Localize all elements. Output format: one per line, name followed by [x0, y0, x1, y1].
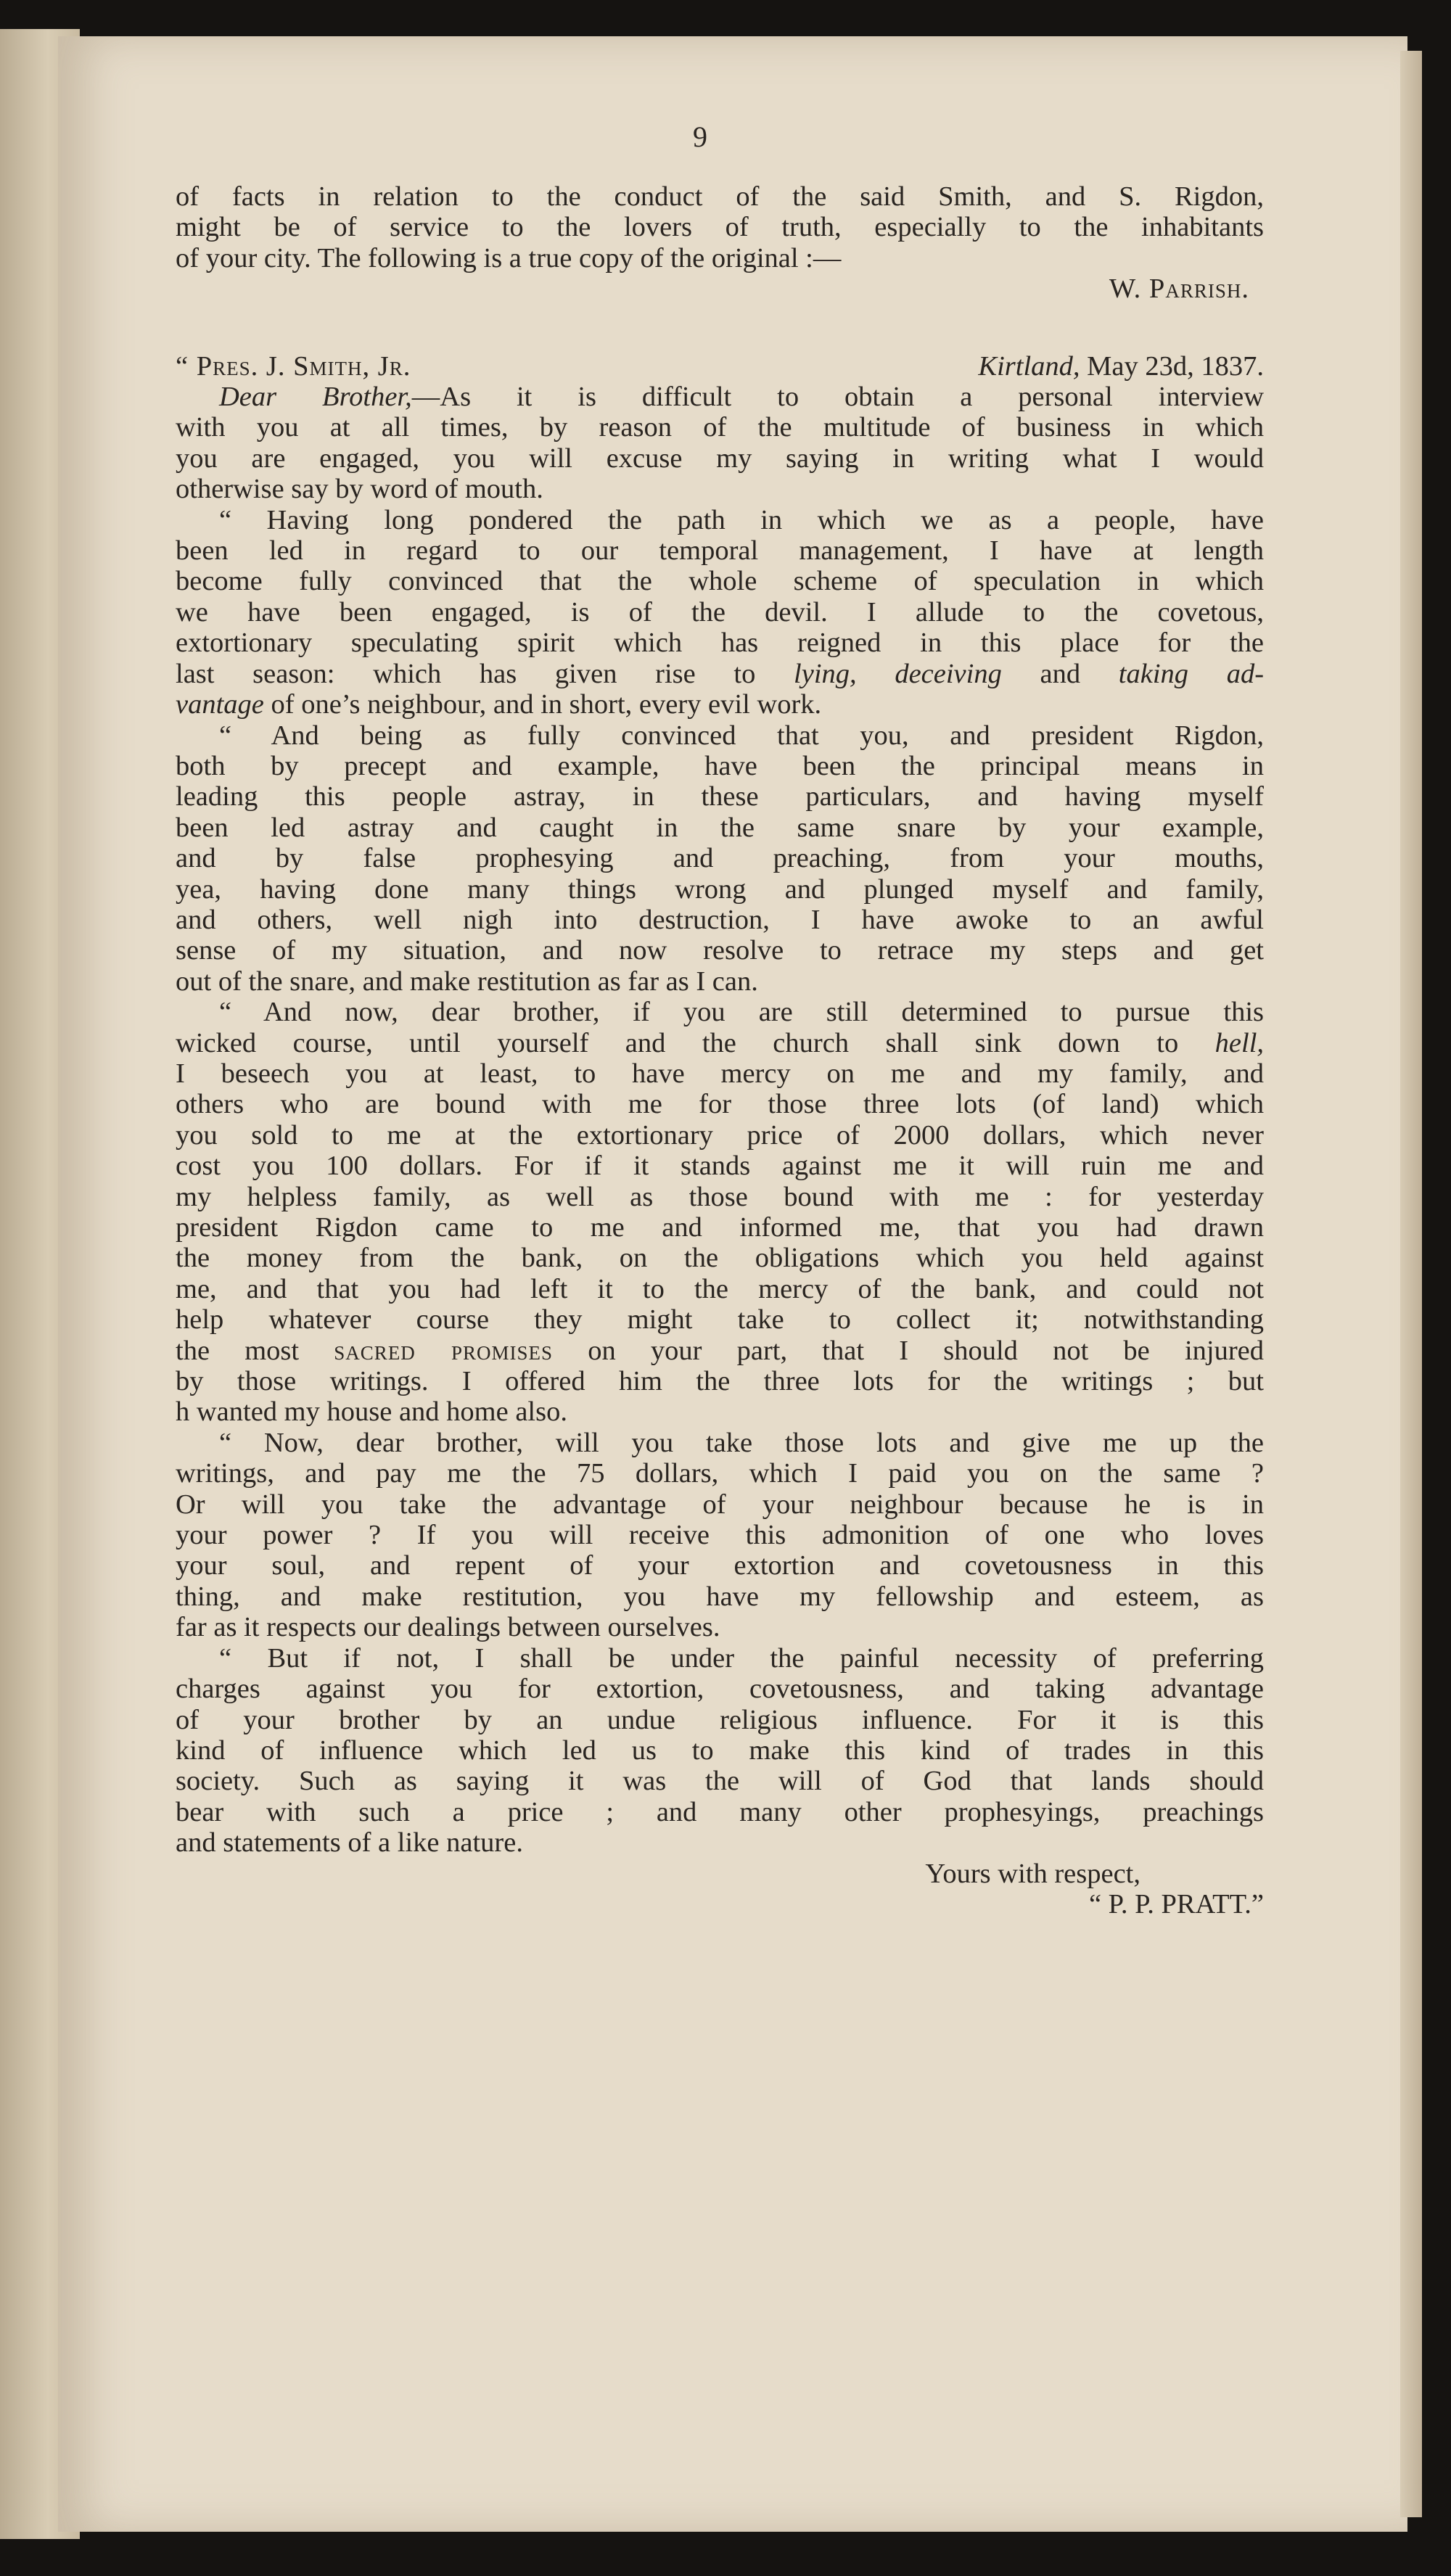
text-line: you sold to me at the extortionary price of 2000 dollars, which never	[176, 1119, 1264, 1151]
text-span: the most	[176, 1335, 300, 1366]
text-line: “ And being as fully convinced that you, and president Rigdon,	[219, 720, 1264, 751]
text-span: —As it is difficult to obtain a personal interview	[411, 382, 1264, 413]
letter-heading	[176, 351, 1264, 382]
text-line: far as it respects our dealings between ourselves.	[176, 1612, 720, 1643]
text-line: bear with such a price ; and many other prophesyings, preachings	[176, 1796, 1264, 1827]
text-line: kind of influence which led us to make this kind of trades in this	[176, 1735, 1264, 1766]
paragraph-5	[176, 1428, 1264, 1643]
intro-signature: W. Parrish.	[1109, 273, 1249, 305]
text-span: last season: which has given rise to	[176, 658, 756, 689]
text-span: of one’s neighbour, and in short, every evil work.	[271, 689, 822, 720]
italic-text: vantage	[176, 689, 264, 720]
text-line: otherwise say by word of mouth.	[176, 474, 543, 505]
text-line: of your city. The following is a true copy of the original :—	[176, 242, 842, 273]
text-line: “ Now, dear brother, will you take those lots and give me up the	[219, 1427, 1264, 1458]
text-line	[176, 659, 1264, 689]
page-fore-edge	[1400, 51, 1422, 2517]
text-line: of facts in relation to the conduct of the said Smith, and S. Rigdon,	[176, 181, 1264, 212]
text-line: become fully convinced that the whole scheme of speculation in which	[176, 566, 1264, 597]
text-line: your soul, and repent of your extortion and covetousness in this	[176, 1550, 1264, 1581]
text-line	[176, 689, 1264, 720]
text-line: Or will you take the advantage of your neighbour because he is in	[176, 1489, 1264, 1520]
italic-text: lying, deceiving	[794, 658, 1002, 689]
text-line: my helpless family, as well as those bound with me : for yesterday	[176, 1181, 1264, 1212]
paragraph-4	[176, 997, 1264, 1428]
text-line	[176, 382, 1264, 412]
text-line: yea, having done many things wrong and plunged myself and family,	[176, 873, 1264, 905]
text-line: “ Having long pondered the path in which we as a people, have	[219, 504, 1264, 535]
text-line: “ But if not, I shall be under the painful necessity of preferring	[219, 1642, 1264, 1674]
text-line: writings, and pay me the 75 dollars, which I paid you on the same ?	[176, 1458, 1264, 1489]
text-line: you are engaged, you will excuse my saying in writing what I would	[176, 443, 1264, 474]
text-line: me, and that you had left it to the mercy of the bank, and could not	[176, 1273, 1264, 1304]
text-line: by those writings. I offered him the three lots for the writings ; but	[176, 1366, 1264, 1397]
text-line: extortionary speculating spirit which has reigned in this place for the	[176, 627, 1264, 659]
text-line	[176, 1336, 1264, 1366]
addressee: “ Pres. J. Smith, Jr.	[176, 350, 411, 382]
text-line: “ And now, dear brother, if you are still determined to pursue this	[219, 997, 1264, 1028]
text-line: been led astray and caught in the same snare by your example,	[176, 812, 1264, 843]
date-place: Kirtland,	[978, 350, 1080, 382]
small-caps-text: sacred promises	[334, 1335, 554, 1366]
intro-paragraph	[176, 181, 1264, 273]
text-span: on your part, that I should not be injured	[588, 1335, 1265, 1366]
italic-text: taking ad-	[1118, 658, 1265, 689]
paragraph-6	[176, 1643, 1264, 1859]
text-line: leading this people astray, in these particulars, and having myself	[176, 781, 1264, 812]
text-line: been led in regard to our temporal management, I have at length	[176, 535, 1264, 567]
letter-closing: Yours with respect,	[925, 1858, 1140, 1889]
text-line: I beseech you at least, to have mercy on me and my family, and	[176, 1058, 1264, 1089]
paragraph-2	[176, 505, 1264, 720]
text-line: the money from the bank, on the obligations which you held against	[176, 1243, 1264, 1274]
text-line: sense of my situation, and now resolve to retrace my steps and get	[176, 935, 1264, 966]
text-line: others who are bound with me for those three lots (of land) which	[176, 1089, 1264, 1120]
page-body	[176, 181, 1264, 1919]
text-line: we have been engaged, is of the devil. I allude to the covetous,	[176, 596, 1264, 627]
text-line: and statements of a like nature.	[176, 1827, 523, 1859]
text-line: thing, and make restitution, you have my fellowship and esteem, as	[176, 1581, 1264, 1612]
text-line: charges against you for extortion, covetousness, and taking advantage	[176, 1674, 1264, 1705]
text-line: your power ? If you will receive this admonition of one who loves	[176, 1520, 1264, 1551]
letter-signature: “ P. P. PRATT.”	[1088, 1888, 1264, 1919]
paragraph-3	[176, 720, 1264, 997]
letter-date	[978, 351, 1264, 382]
page-number: 9	[693, 120, 707, 153]
text-line: and others, well nigh into destruction, I have awoke to an awful	[176, 904, 1264, 935]
text-line: president Rigdon came to me and informed me, that you had drawn	[176, 1212, 1264, 1243]
text-line: cost you 100 dollars. For if it stands against me it will ruin me and	[176, 1151, 1264, 1182]
text-line: both by precept and example, have been the principal means in	[176, 750, 1264, 781]
text-line: out of the snare, and make restitution as far as I can.	[176, 966, 758, 997]
date-value: May 23d, 1837.	[1087, 350, 1264, 382]
text-line: might be of service to the lovers of truth, especially to the inhabitants	[176, 212, 1264, 243]
text-line: help whatever course they might take to collect it; notwithstanding	[176, 1304, 1264, 1336]
italic-text: hell,	[1214, 1027, 1265, 1058]
text-span: and	[1040, 658, 1081, 689]
text-line	[176, 1028, 1264, 1058]
text-line: with you at all times, by reason of the multitude of business in which	[176, 412, 1264, 443]
text-line: and by false prophesying and preaching, from your mouths,	[176, 843, 1264, 874]
text-line: society. Such as saying it was the will of God that lands should	[176, 1766, 1264, 1797]
text-line: of your brother by an undue religious influence. For it is this	[176, 1704, 1264, 1735]
text-line: h wanted my house and home also.	[176, 1396, 567, 1428]
salutation: Dear Brother,	[219, 382, 412, 413]
text-span: wicked course, until yourself and the church shall sink down to	[176, 1027, 1179, 1058]
paragraph-1	[176, 382, 1264, 505]
